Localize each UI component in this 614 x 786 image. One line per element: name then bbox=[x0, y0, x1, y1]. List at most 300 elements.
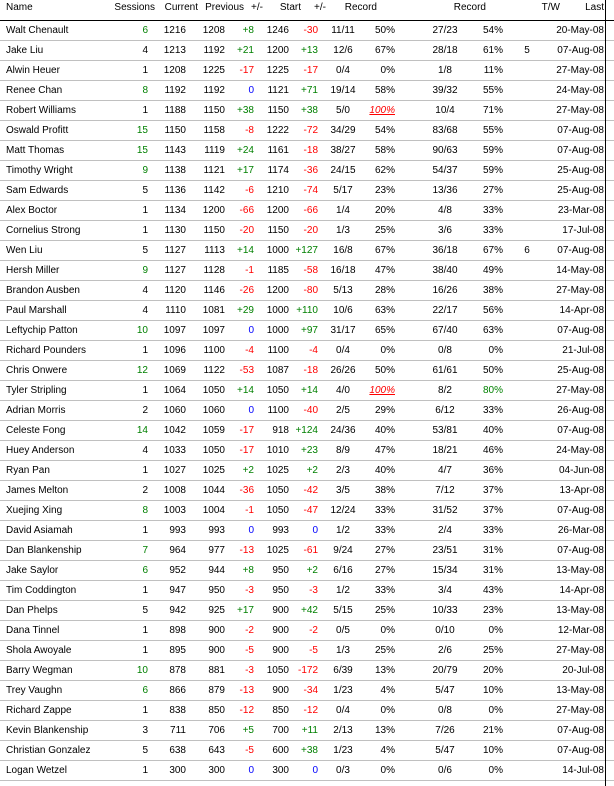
table-row bbox=[0, 501, 614, 521]
tw-cell bbox=[520, 501, 534, 520]
session-record-cell: 8/9 bbox=[336, 445, 350, 456]
diff-start-cell: -4 bbox=[309, 345, 318, 356]
player-name: Matt Thomas bbox=[6, 145, 65, 156]
diff-previous-cell: -53 bbox=[239, 365, 254, 376]
diff-start-cell: +97 bbox=[301, 325, 318, 336]
tw-cell bbox=[520, 441, 534, 460]
header-previous: Previous bbox=[205, 2, 244, 13]
current-rating-cell: 1060 bbox=[163, 405, 186, 416]
start-rating-cell: 900 bbox=[272, 625, 289, 636]
diff-start-cell: -172 bbox=[297, 665, 318, 676]
header-tw: T/W bbox=[541, 2, 560, 13]
player-name: Wen Liu bbox=[6, 245, 43, 256]
game-pct-cell: 37% bbox=[482, 505, 503, 516]
tw-cell bbox=[520, 181, 534, 200]
previous-rating-cell: 1119 bbox=[204, 145, 225, 156]
sessions-cell: 4 bbox=[142, 45, 148, 56]
session-record-cell: 19/14 bbox=[330, 85, 356, 96]
last-played-cell: 13-May-08 bbox=[556, 605, 604, 616]
game-pct-cell: 21% bbox=[482, 725, 503, 736]
last-played-cell: 07-Aug-08 bbox=[557, 145, 604, 156]
diff-start-cell: +38 bbox=[301, 105, 318, 116]
game-pct-cell: 67% bbox=[482, 245, 503, 256]
session-pct-cell: 50% bbox=[374, 25, 395, 36]
current-rating-cell: 1216 bbox=[163, 25, 186, 36]
tw-cell bbox=[520, 581, 534, 600]
game-pct-cell: 43% bbox=[482, 585, 503, 596]
diff-start-cell: +2 bbox=[306, 565, 318, 576]
sessions-cell: 1 bbox=[142, 765, 148, 776]
start-rating-cell: 993 bbox=[272, 525, 289, 536]
table-row bbox=[0, 601, 614, 621]
last-played-cell: 04-Jun-08 bbox=[558, 465, 604, 476]
diff-previous-cell: -17 bbox=[239, 445, 254, 456]
session-record-cell: 16/18 bbox=[330, 265, 356, 276]
diff-previous-cell: -1 bbox=[245, 505, 254, 516]
previous-rating-cell: 1128 bbox=[203, 265, 225, 276]
session-record-cell: 0/4 bbox=[336, 65, 350, 76]
start-rating-cell: 1246 bbox=[266, 25, 289, 36]
tw-cell bbox=[520, 681, 534, 700]
session-pct-cell: 13% bbox=[374, 725, 395, 736]
game-record-cell: 7/26 bbox=[435, 725, 455, 736]
session-record-cell: 0/4 bbox=[336, 705, 350, 716]
last-played-cell: 20-Jul-08 bbox=[562, 665, 604, 676]
sessions-cell: 9 bbox=[142, 165, 148, 176]
diff-start-cell: -42 bbox=[303, 485, 318, 496]
player-name: Dan Phelps bbox=[6, 605, 58, 616]
table-row bbox=[0, 581, 614, 601]
sessions-cell: 3 bbox=[142, 725, 148, 736]
player-name: Chris Onwere bbox=[6, 365, 68, 376]
game-record-cell: 3/6 bbox=[438, 225, 452, 236]
diff-previous-cell: -5 bbox=[245, 745, 254, 756]
last-played-cell: 27-May-08 bbox=[556, 705, 604, 716]
previous-rating-cell: 1146 bbox=[203, 285, 225, 296]
header-row bbox=[0, 0, 614, 21]
session-pct-cell: 40% bbox=[374, 465, 395, 476]
game-pct-cell: 33% bbox=[482, 405, 503, 416]
game-record-cell: 31/52 bbox=[432, 505, 458, 516]
previous-rating-cell: 944 bbox=[208, 565, 225, 576]
sessions-cell: 5 bbox=[142, 245, 148, 256]
diff-start-cell: -72 bbox=[303, 125, 318, 136]
player-name: Logan Wetzel bbox=[6, 765, 67, 776]
start-rating-cell: 900 bbox=[272, 685, 289, 696]
game-pct-cell: 49% bbox=[482, 265, 503, 276]
session-pct-cell: 13% bbox=[374, 665, 395, 676]
right-border bbox=[605, 0, 606, 786]
session-record-cell: 9/24 bbox=[333, 545, 353, 556]
sessions-cell: 1 bbox=[142, 705, 148, 716]
diff-start-cell: -5 bbox=[309, 645, 318, 656]
start-rating-cell: 1200 bbox=[266, 45, 289, 56]
table-row bbox=[0, 201, 614, 221]
game-record-cell: 54/37 bbox=[432, 165, 458, 176]
sessions-cell: 8 bbox=[142, 505, 148, 516]
game-pct-cell: 0% bbox=[488, 705, 503, 716]
sessions-cell: 6 bbox=[142, 565, 148, 576]
current-rating-cell: 1188 bbox=[164, 105, 186, 116]
sessions-cell: 2 bbox=[142, 485, 148, 496]
session-record-cell: 0/4 bbox=[336, 345, 350, 356]
last-played-cell: 07-Aug-08 bbox=[557, 125, 604, 136]
session-record-cell: 2/13 bbox=[333, 725, 353, 736]
game-record-cell: 39/32 bbox=[432, 85, 458, 96]
sessions-cell: 4 bbox=[142, 445, 148, 456]
game-record-cell: 0/10 bbox=[435, 625, 455, 636]
player-name: Christian Gonzalez bbox=[6, 745, 91, 756]
start-rating-cell: 850 bbox=[272, 705, 289, 716]
sessions-cell: 1 bbox=[142, 585, 148, 596]
header-record-session: Record bbox=[344, 2, 377, 13]
session-pct-cell: 58% bbox=[374, 85, 395, 96]
last-played-cell: 26-Mar-08 bbox=[557, 525, 604, 536]
current-rating-cell: 866 bbox=[169, 685, 186, 696]
sessions-cell: 5 bbox=[142, 185, 148, 196]
diff-previous-cell: -26 bbox=[239, 285, 254, 296]
diff-previous-cell: -66 bbox=[239, 205, 254, 216]
last-played-cell: 20-May-08 bbox=[556, 25, 604, 36]
sessions-cell: 5 bbox=[142, 605, 148, 616]
game-pct-cell: 37% bbox=[482, 485, 503, 496]
game-record-cell: 23/51 bbox=[432, 545, 458, 556]
session-record-cell: 11/11 bbox=[331, 25, 355, 36]
session-record-cell: 5/17 bbox=[333, 185, 353, 196]
sessions-cell: 12 bbox=[136, 365, 148, 376]
start-rating-cell: 1100 bbox=[267, 405, 289, 416]
last-played-cell: 07-Aug-08 bbox=[557, 245, 604, 256]
diff-start-cell: +11 bbox=[301, 725, 318, 736]
last-played-cell: 26-Aug-08 bbox=[557, 405, 604, 416]
current-rating-cell: 1003 bbox=[163, 505, 186, 516]
game-record-cell: 53/81 bbox=[432, 425, 458, 436]
previous-rating-cell: 1100 bbox=[203, 345, 225, 356]
game-record-cell: 67/40 bbox=[432, 325, 458, 336]
table-row bbox=[0, 301, 614, 321]
sessions-cell: 2 bbox=[142, 405, 148, 416]
table-row bbox=[0, 241, 614, 261]
game-pct-cell: 63% bbox=[482, 325, 503, 336]
diff-start-cell: +127 bbox=[295, 245, 318, 256]
session-record-cell: 1/4 bbox=[336, 205, 350, 216]
tw-cell bbox=[520, 201, 534, 220]
start-rating-cell: 1185 bbox=[267, 265, 289, 276]
game-record-cell: 0/8 bbox=[438, 345, 452, 356]
session-pct-cell: 33% bbox=[374, 525, 395, 536]
diff-start-cell: +14 bbox=[301, 385, 318, 396]
current-rating-cell: 838 bbox=[169, 705, 186, 716]
table-row bbox=[0, 161, 614, 181]
start-rating-cell: 1222 bbox=[266, 125, 289, 136]
game-record-cell: 18/21 bbox=[432, 445, 458, 456]
diff-previous-cell: 0 bbox=[248, 405, 254, 416]
previous-rating-cell: 1113 bbox=[204, 245, 225, 256]
tw-cell bbox=[520, 421, 534, 440]
diff-previous-cell: -1 bbox=[245, 265, 254, 276]
sessions-cell: 1 bbox=[142, 645, 148, 656]
diff-previous-cell: -3 bbox=[245, 585, 254, 596]
diff-previous-cell: -17 bbox=[239, 65, 254, 76]
player-name: Sam Edwards bbox=[6, 185, 69, 196]
diff-start-cell: -66 bbox=[303, 205, 318, 216]
start-rating-cell: 1150 bbox=[267, 105, 289, 116]
start-rating-cell: 1210 bbox=[266, 185, 289, 196]
current-rating-cell: 1213 bbox=[163, 45, 186, 56]
table-row bbox=[0, 621, 614, 641]
game-pct-cell: 38% bbox=[482, 285, 503, 296]
current-rating-cell: 300 bbox=[169, 765, 186, 776]
table-row bbox=[0, 121, 614, 141]
last-played-cell: 07-Aug-08 bbox=[557, 505, 604, 516]
player-name: Alwin Heuer bbox=[6, 65, 60, 76]
session-record-cell: 0/3 bbox=[336, 765, 350, 776]
last-played-cell: 13-May-08 bbox=[556, 685, 604, 696]
diff-previous-cell: -5 bbox=[245, 645, 254, 656]
player-name: Xuejing Xing bbox=[6, 505, 63, 516]
last-played-cell: 14-Apr-08 bbox=[559, 585, 604, 596]
diff-start-cell: -40 bbox=[303, 405, 318, 416]
current-rating-cell: 711 bbox=[170, 725, 186, 736]
diff-start-cell: -20 bbox=[303, 225, 318, 236]
table-row bbox=[0, 181, 614, 201]
player-name: Walt Chenault bbox=[6, 25, 69, 36]
current-rating-cell: 947 bbox=[169, 585, 186, 596]
last-played-cell: 24-May-08 bbox=[556, 445, 604, 456]
player-name: Dan Blankenship bbox=[6, 545, 82, 556]
diff-previous-cell: 0 bbox=[248, 325, 254, 336]
session-record-cell: 0/5 bbox=[336, 625, 350, 636]
sessions-cell: 1 bbox=[142, 385, 148, 396]
last-played-cell: 07-Aug-08 bbox=[557, 745, 604, 756]
table-row bbox=[0, 761, 614, 781]
previous-rating-cell: 706 bbox=[208, 725, 225, 736]
previous-rating-cell: 993 bbox=[208, 525, 225, 536]
session-pct-cell: 33% bbox=[374, 505, 395, 516]
player-name: Robert Williams bbox=[6, 105, 77, 116]
start-rating-cell: 950 bbox=[272, 585, 289, 596]
game-record-cell: 36/18 bbox=[432, 245, 458, 256]
player-name: James Melton bbox=[6, 485, 69, 496]
game-pct-cell: 55% bbox=[482, 125, 503, 136]
session-pct-cell: 47% bbox=[374, 265, 395, 276]
previous-rating-cell: 1122 bbox=[203, 365, 225, 376]
current-rating-cell: 1136 bbox=[164, 185, 186, 196]
header-start: Start bbox=[279, 2, 301, 13]
session-pct-cell: 25% bbox=[374, 645, 395, 656]
session-pct-cell: 65% bbox=[374, 325, 395, 336]
game-pct-cell: 33% bbox=[482, 205, 503, 216]
tw-cell: 5 bbox=[524, 45, 530, 56]
diff-start-cell: -2 bbox=[309, 625, 318, 636]
session-record-cell: 16/8 bbox=[333, 245, 353, 256]
sessions-cell: 8 bbox=[142, 85, 148, 96]
player-name: Alex Boctor bbox=[6, 205, 58, 216]
last-played-cell: 13-May-08 bbox=[556, 565, 604, 576]
previous-rating-cell: 1142 bbox=[203, 185, 225, 196]
start-rating-cell: 1161 bbox=[267, 145, 289, 156]
diff-previous-cell: +29 bbox=[237, 305, 254, 316]
start-rating-cell: 1200 bbox=[266, 285, 289, 296]
table-row bbox=[0, 141, 614, 161]
current-rating-cell: 1008 bbox=[163, 485, 186, 496]
session-record-cell: 1/3 bbox=[336, 225, 350, 236]
header-diff-start: +/- bbox=[314, 2, 326, 13]
start-rating-cell: 918 bbox=[272, 425, 289, 436]
game-pct-cell: 61% bbox=[482, 45, 503, 56]
game-pct-cell: 54% bbox=[482, 25, 503, 36]
diff-previous-cell: +24 bbox=[237, 145, 254, 156]
current-rating-cell: 1069 bbox=[163, 365, 186, 376]
player-name: Celeste Fong bbox=[6, 425, 66, 436]
game-pct-cell: 0% bbox=[488, 625, 503, 636]
start-rating-cell: 700 bbox=[272, 725, 289, 736]
player-name: Timothy Wright bbox=[6, 165, 73, 176]
diff-start-cell: -18 bbox=[303, 145, 318, 156]
table-row bbox=[0, 21, 614, 41]
sessions-cell: 1 bbox=[142, 625, 148, 636]
previous-rating-cell: 900 bbox=[208, 645, 225, 656]
session-record-cell: 31/17 bbox=[330, 325, 356, 336]
header-last: Last bbox=[585, 2, 604, 13]
start-rating-cell: 1000 bbox=[266, 245, 289, 256]
start-rating-cell: 1121 bbox=[267, 85, 289, 96]
sessions-cell: 15 bbox=[136, 125, 148, 136]
previous-rating-cell: 950 bbox=[208, 585, 225, 596]
game-record-cell: 5/47 bbox=[435, 745, 455, 756]
session-pct-cell: 67% bbox=[374, 45, 395, 56]
session-record-cell: 26/26 bbox=[330, 365, 356, 376]
tw-cell bbox=[520, 21, 534, 40]
tw-cell bbox=[520, 261, 534, 280]
table-row bbox=[0, 701, 614, 721]
diff-previous-cell: -17 bbox=[239, 425, 254, 436]
sessions-cell: 4 bbox=[142, 285, 148, 296]
current-rating-cell: 1134 bbox=[164, 205, 186, 216]
sessions-cell: 9 bbox=[142, 265, 148, 276]
game-record-cell: 1/8 bbox=[438, 65, 452, 76]
sessions-cell: 6 bbox=[142, 685, 148, 696]
previous-rating-cell: 879 bbox=[208, 685, 225, 696]
current-rating-cell: 942 bbox=[169, 605, 186, 616]
current-rating-cell: 993 bbox=[169, 525, 186, 536]
session-pct-cell: 58% bbox=[374, 145, 395, 156]
diff-previous-cell: -20 bbox=[239, 225, 254, 236]
game-pct-cell: 40% bbox=[482, 425, 503, 436]
game-pct-cell: 33% bbox=[482, 525, 503, 536]
last-played-cell: 24-May-08 bbox=[556, 85, 604, 96]
game-record-cell: 4/8 bbox=[438, 205, 452, 216]
start-rating-cell: 1050 bbox=[266, 665, 289, 676]
start-rating-cell: 1150 bbox=[267, 225, 289, 236]
start-rating-cell: 900 bbox=[272, 605, 289, 616]
session-pct-cell: 29% bbox=[374, 405, 395, 416]
sessions-cell: 15 bbox=[136, 145, 148, 156]
sessions-cell: 1 bbox=[142, 525, 148, 536]
tw-cell bbox=[520, 621, 534, 640]
last-played-cell: 14-Jul-08 bbox=[562, 765, 604, 776]
game-record-cell: 27/23 bbox=[432, 25, 458, 36]
player-name: Huey Anderson bbox=[6, 445, 75, 456]
diff-start-cell: +124 bbox=[295, 425, 318, 436]
previous-rating-cell: 1004 bbox=[202, 505, 225, 516]
start-rating-cell: 950 bbox=[272, 565, 289, 576]
current-rating-cell: 1192 bbox=[164, 85, 186, 96]
table-row bbox=[0, 641, 614, 661]
table-row bbox=[0, 421, 614, 441]
previous-rating-cell: 1158 bbox=[203, 125, 225, 136]
game-pct-cell: 33% bbox=[482, 225, 503, 236]
diff-previous-cell: +38 bbox=[237, 105, 254, 116]
previous-rating-cell: 1150 bbox=[203, 225, 225, 236]
game-pct-cell: 36% bbox=[482, 465, 503, 476]
game-record-cell: 13/36 bbox=[432, 185, 458, 196]
player-name: Shola Awoyale bbox=[6, 645, 72, 656]
game-pct-cell: 0% bbox=[488, 765, 503, 776]
game-record-cell: 28/18 bbox=[432, 45, 458, 56]
tw-cell bbox=[520, 761, 534, 780]
table-row bbox=[0, 521, 614, 541]
player-name: Richard Zappe bbox=[6, 705, 72, 716]
tw-cell bbox=[520, 341, 534, 360]
previous-rating-cell: 850 bbox=[208, 705, 225, 716]
game-pct-cell: 56% bbox=[482, 305, 503, 316]
last-played-cell: 07-Aug-08 bbox=[557, 725, 604, 736]
tw-cell bbox=[520, 461, 534, 480]
diff-start-cell: +23 bbox=[301, 445, 318, 456]
game-record-cell: 20/79 bbox=[432, 665, 458, 676]
table-row bbox=[0, 681, 614, 701]
current-rating-cell: 952 bbox=[169, 565, 186, 576]
tw-cell bbox=[520, 541, 534, 560]
last-played-cell: 14-Apr-08 bbox=[559, 305, 604, 316]
diff-start-cell: -58 bbox=[303, 265, 318, 276]
tw-cell bbox=[520, 381, 534, 400]
last-played-cell: 13-Apr-08 bbox=[559, 485, 604, 496]
table-row bbox=[0, 401, 614, 421]
sessions-cell: 1 bbox=[142, 225, 148, 236]
sessions-cell: 1 bbox=[142, 205, 148, 216]
current-rating-cell: 898 bbox=[169, 625, 186, 636]
diff-previous-cell: +8 bbox=[242, 565, 254, 576]
tw-cell bbox=[520, 361, 534, 380]
diff-start-cell: -3 bbox=[309, 585, 318, 596]
game-record-cell: 61/61 bbox=[432, 365, 458, 376]
player-name: Paul Marshall bbox=[6, 305, 67, 316]
diff-previous-cell: -36 bbox=[239, 485, 254, 496]
player-name: Jake Liu bbox=[6, 45, 44, 56]
tw-cell bbox=[520, 701, 534, 720]
game-record-cell: 2/6 bbox=[438, 645, 452, 656]
game-pct-cell: 59% bbox=[482, 145, 503, 156]
diff-start-cell: 0 bbox=[312, 765, 318, 776]
tw-cell bbox=[520, 321, 534, 340]
diff-start-cell: -61 bbox=[303, 545, 318, 556]
table-row bbox=[0, 221, 614, 241]
table-row bbox=[0, 361, 614, 381]
previous-rating-cell: 1192 bbox=[203, 85, 225, 96]
game-pct-cell: 55% bbox=[482, 85, 503, 96]
session-pct-cell: 54% bbox=[374, 125, 395, 136]
table-row bbox=[0, 561, 614, 581]
sessions-cell: 6 bbox=[142, 25, 148, 36]
game-record-cell: 10/4 bbox=[435, 105, 455, 116]
session-record-cell: 2/5 bbox=[336, 405, 350, 416]
player-name: Ryan Pan bbox=[6, 465, 50, 476]
current-rating-cell: 1033 bbox=[163, 445, 186, 456]
game-record-cell: 90/63 bbox=[432, 145, 458, 156]
player-name: Tim Coddington bbox=[6, 585, 77, 596]
